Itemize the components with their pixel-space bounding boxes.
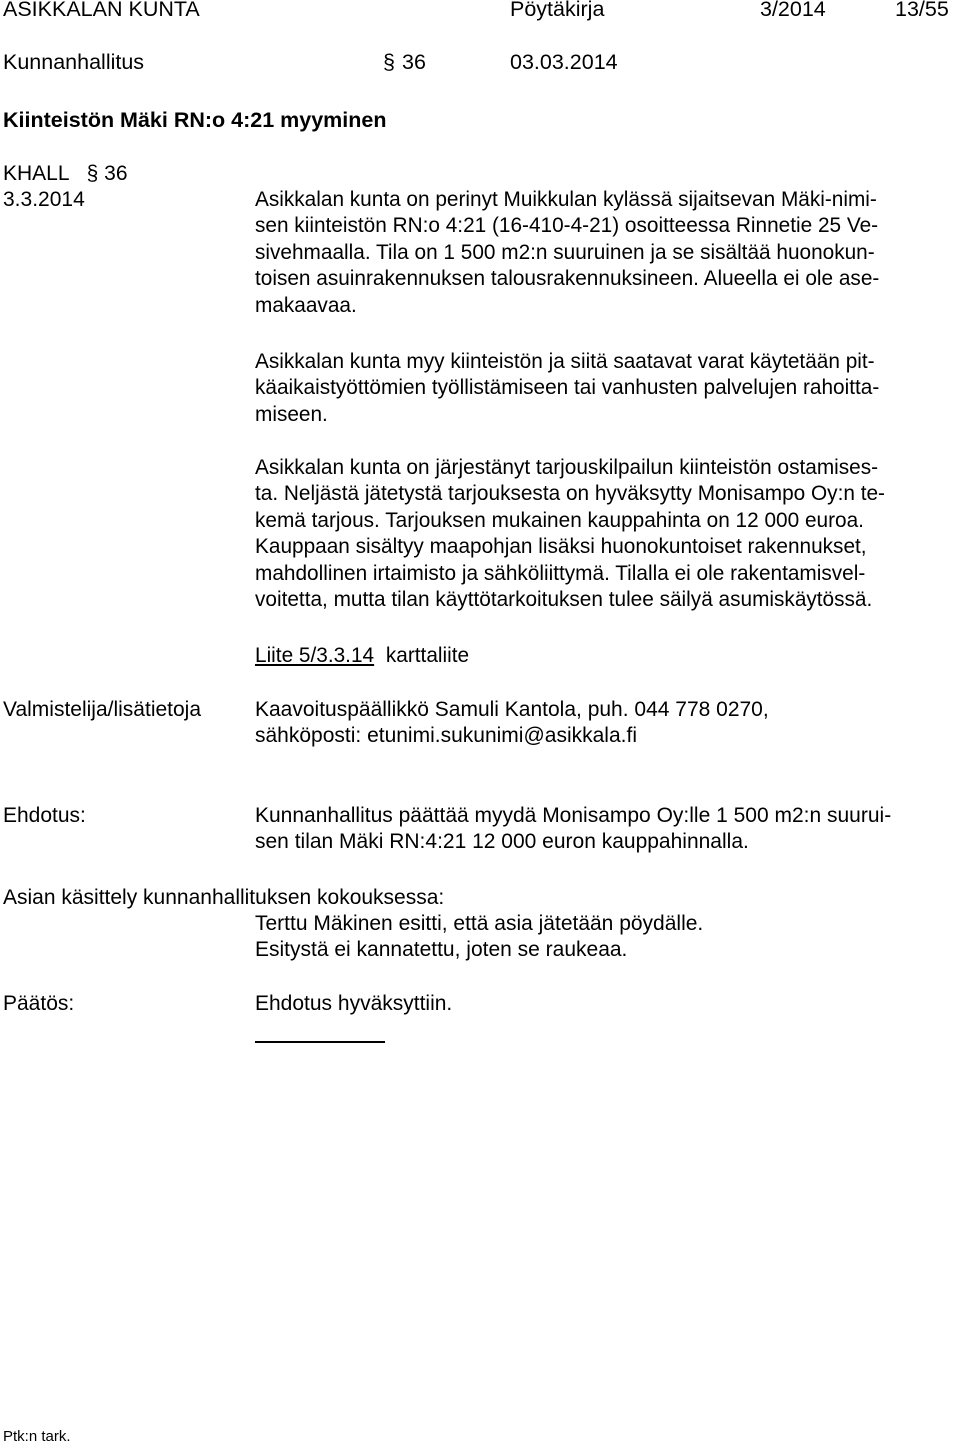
page-number: 13/55 bbox=[895, 0, 949, 21]
section-number: 36 bbox=[402, 50, 426, 74]
footer-initials-label: Ptk:n tark. bbox=[3, 1428, 71, 1445]
preparer-label: Valmistelija/lisätietoja bbox=[3, 698, 202, 721]
ref-label bbox=[3, 161, 128, 187]
section-symbol: § bbox=[383, 50, 395, 74]
org-name: ASIKKALAN KUNTA bbox=[3, 0, 200, 21]
signature-rule bbox=[255, 1041, 385, 1043]
body-paragraph-3 bbox=[255, 455, 947, 613]
proposal-line-2: sen tilan Mäki RN:4:21 12 000 euron kauppahinnalla. bbox=[255, 830, 749, 853]
text-line: kemä tarjous. Tarjouksen mukainen kauppahinta on 12 000 euroa. bbox=[255, 508, 864, 532]
text-line: miseen. bbox=[255, 402, 328, 426]
body-paragraph-1 bbox=[255, 187, 947, 319]
text-line: sivehmaalla. Tila on 1 500 m2:n suuruinen ja se sisältää huonokun- bbox=[255, 240, 875, 264]
ref-symbol: § bbox=[86, 162, 99, 185]
doc-type: Pöytäkirja bbox=[510, 0, 605, 21]
ref-date: 3.3.2014 bbox=[3, 188, 85, 211]
text-line: ta. Neljästä jätetystä tarjouksesta on hyväksytty Monisampo Oy:n te- bbox=[255, 482, 885, 506]
attachment-text: karttaliite bbox=[385, 644, 470, 667]
meeting-date: 03.03.2014 bbox=[510, 50, 618, 74]
handling-label: Asian käsittely kunnanhallituksen kokouksessa: bbox=[3, 886, 445, 909]
ref-body: KHALL bbox=[3, 162, 69, 185]
text-line: mahdollinen irtaimisto ja sähköliittymä. Tilalla ei ole rakentamisvel- bbox=[255, 561, 866, 585]
attachment-line bbox=[255, 643, 469, 669]
doc-number: 3/2014 bbox=[760, 0, 826, 21]
text-line: Kauppaan sisältyy maapohjan lisäksi huonokuntoiset rakennukset, bbox=[255, 535, 867, 559]
attachment-link[interactable]: Liite 5/3.3.14 bbox=[255, 644, 375, 667]
text-line: makaavaa. bbox=[255, 293, 357, 317]
council-name: Kunnanhallitus bbox=[3, 50, 145, 74]
ref-number: 36 bbox=[104, 162, 128, 185]
preparer-line-2: sähköposti: etunimi.sukunimi@asikkala.fi bbox=[255, 724, 637, 747]
item-title: Kiinteistön Mäki RN:o 4:21 myyminen bbox=[3, 108, 387, 132]
text-line: käaikaistyöttömien työllistämiseen tai vanhusten palvelujen rahoitta- bbox=[255, 376, 880, 400]
text-line: sen kiinteistön RN:o 4:21 (16-410-4-21) osoitteessa Rinnetie 25 Ve- bbox=[255, 214, 879, 238]
text-line: Asikkalan kunta on perinyt Muikkulan kylässä sijaitsevan Mäki-nimi- bbox=[255, 188, 877, 211]
text-line: toisen asuinrakennuksen talousrakennuksineen. Alueella ei ole ase- bbox=[255, 267, 880, 291]
decision-label: Päätös: bbox=[3, 992, 75, 1015]
text-line: voitetta, mutta tilan käyttötarkoituksen tulee säilyä asumiskäytössä. bbox=[255, 588, 873, 612]
proposal-label: Ehdotus: bbox=[3, 804, 86, 827]
preparer-line-1: Kaavoituspäällikkö Samuli Kantola, puh. 044 778 0270, bbox=[255, 698, 769, 721]
decision-text: Ehdotus hyväksyttiin. bbox=[255, 992, 453, 1015]
proposal-line-1: Kunnanhallitus päättää myydä Monisampo Oy:lle 1 500 m2:n suurui- bbox=[255, 804, 892, 827]
body-paragraph-2 bbox=[255, 349, 947, 428]
handling-line-1: Terttu Mäkinen esitti, että asia jätetään pöydälle. bbox=[255, 912, 704, 935]
text-line: Asikkalan kunta on järjestänyt tarjouskilpailun kiinteistön ostamises- bbox=[255, 456, 879, 479]
handling-line-2: Esitystä ei kannatettu, joten se raukeaa. bbox=[255, 938, 628, 961]
text-line: Asikkalan kunta myy kiinteistön ja siitä saatavat varat käytetään pit- bbox=[255, 350, 875, 373]
